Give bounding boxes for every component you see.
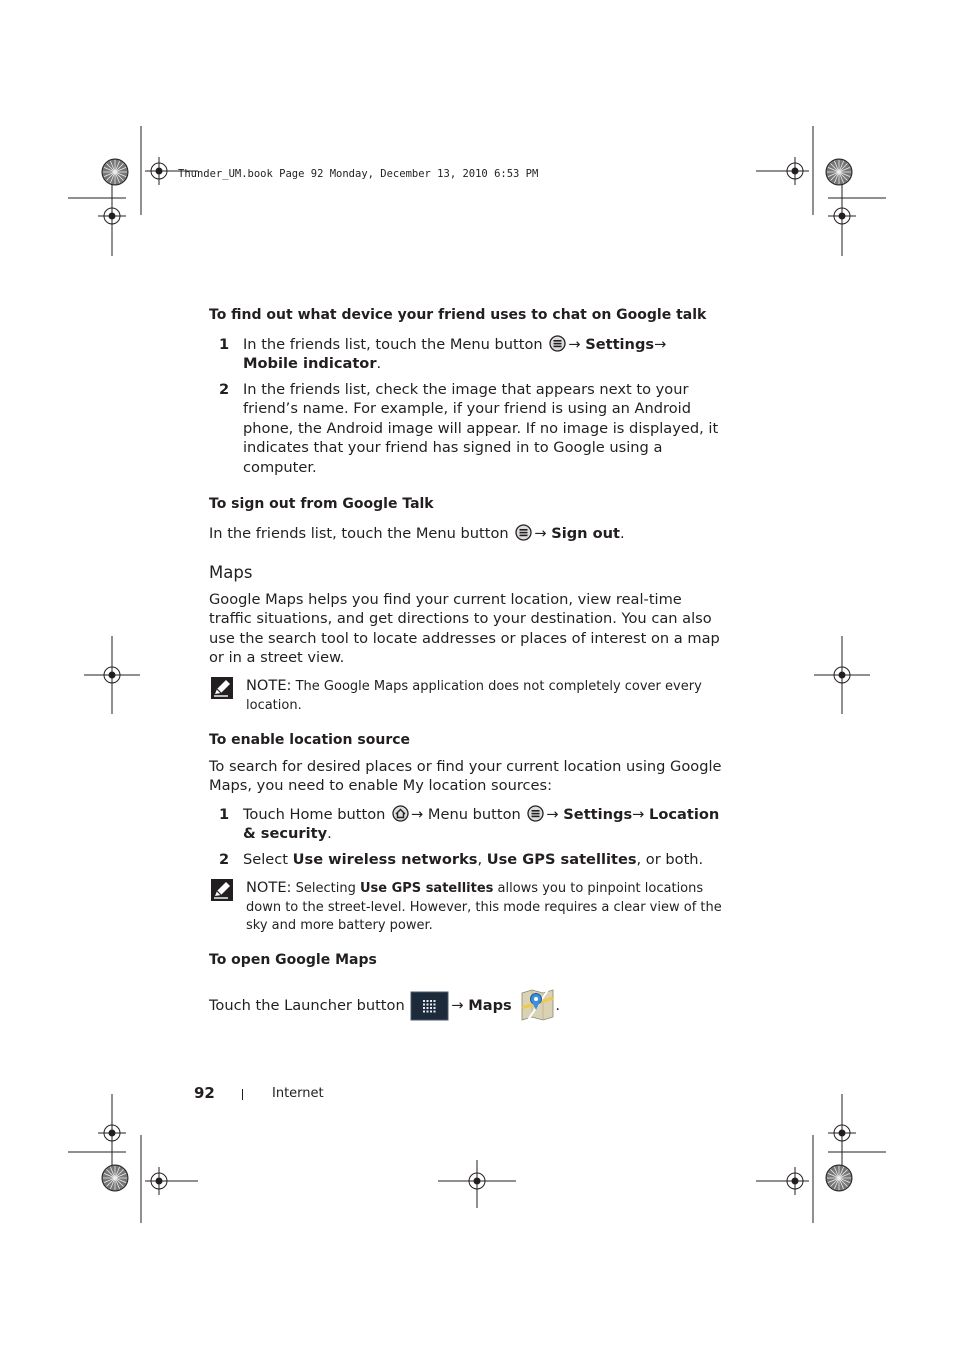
- step-text: In the friends list, check the image that appears next to your friend’s name. For example, if your friend is using an Android phone, the Android image will appear. If no image is displayed, it indicates that your friend has signed in to Google using a computer.: [243, 381, 719, 476]
- menu-button-icon: [515, 524, 532, 541]
- maps-intro: Google Maps helps you find your current location, view real-time traffic situations, and get directions to your destination. You can also use the search tool to locate addresses or places of interest on a map or in a street view.: [209, 591, 720, 667]
- step-number: 1: [219, 336, 230, 353]
- maps-heading: Maps: [209, 563, 253, 582]
- step-number: 1: [219, 806, 230, 823]
- page-number: 92: [194, 1084, 215, 1102]
- note-text: NOTE: Selecting Use GPS satellites allows you to pinpoint locations down to the street-level. However, this mode requires a clear view of the sky and more battery power.: [246, 879, 722, 933]
- open-maps-heading: To open Google Maps: [209, 952, 377, 968]
- step-number: 2: [219, 851, 230, 868]
- note-text: NOTE: The Google Maps application does not completely cover every location.: [246, 677, 702, 713]
- footer-divider: [242, 1089, 243, 1100]
- step-text: Select Use wireless networks, Use GPS satellites, or both.: [243, 851, 704, 868]
- home-button-icon: [392, 805, 409, 822]
- signout-text: In the friends list, touch the Menu button → Sign out.: [209, 525, 625, 542]
- google-maps-icon: [520, 988, 555, 1022]
- note-pencil-icon: [211, 677, 233, 699]
- step-text: Touch Home button → Menu button → Settings→ Location & security.: [243, 806, 720, 843]
- note-pencil-icon: [211, 879, 233, 901]
- footer-section-name: Internet: [272, 1086, 324, 1101]
- open-maps-text: Touch the Launcher button → Maps .: [209, 988, 724, 1022]
- menu-button-icon: [549, 335, 566, 352]
- menu-button-icon: [527, 805, 544, 822]
- step-number: 2: [219, 381, 230, 398]
- launcher-grid-icon: [411, 992, 448, 1020]
- location-heading: To enable location source: [209, 732, 411, 748]
- print-slug: Thunder_UM.book Page 92 Monday, December 13, 2010 6:53 PM: [178, 168, 539, 180]
- device-heading: To find out what device your friend uses to chat on Google talk: [209, 307, 707, 323]
- step-text: In the friends list, touch the Menu button → Settings→ Mobile indicator.: [243, 336, 667, 373]
- signout-heading: To sign out from Google Talk: [209, 496, 434, 512]
- location-intro: To search for desired places or find your current location using Google Maps, you need to enable My location sources:: [209, 758, 722, 795]
